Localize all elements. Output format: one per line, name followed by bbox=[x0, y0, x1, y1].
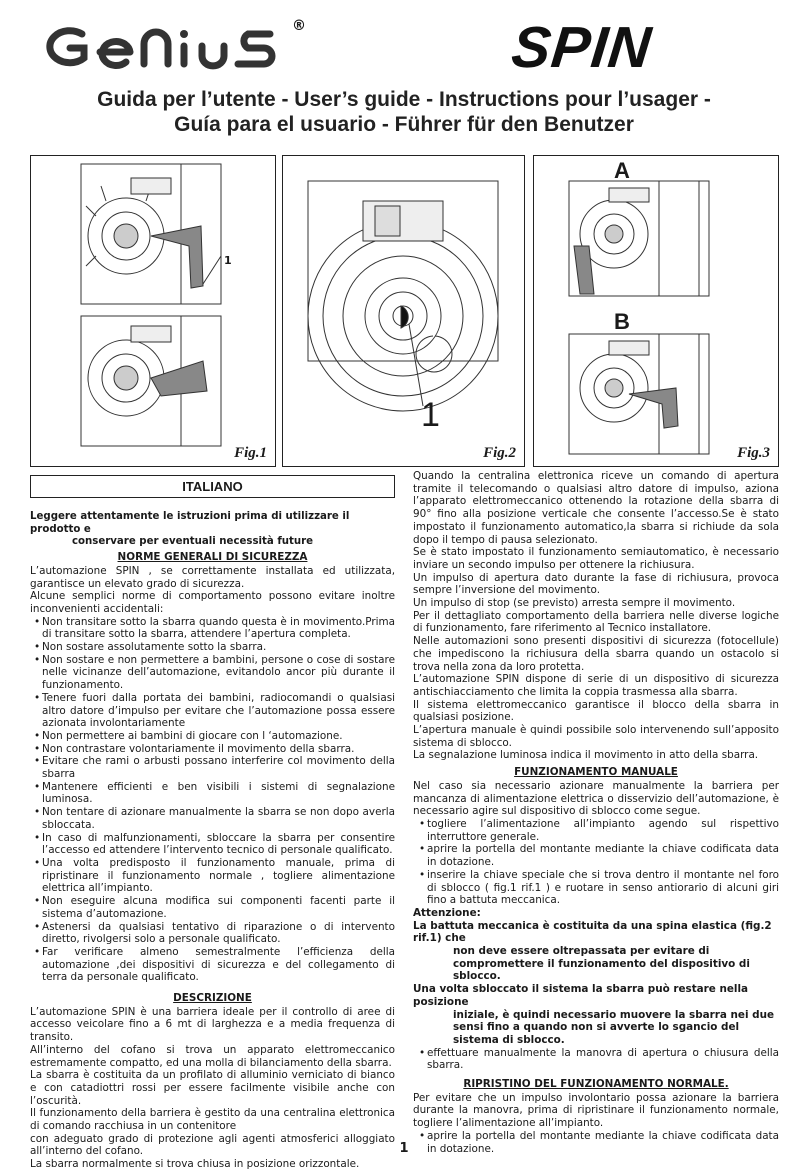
list-item: • Non sostare assolutamente sotto la sbarra. bbox=[30, 641, 395, 654]
model-name: SPIN bbox=[508, 15, 655, 80]
desc-paragraph: La sbarra normalmente si trova chiusa in posizione orizzontale. bbox=[30, 1158, 360, 1171]
operation-paragraph: L’automazione SPIN dispone di serie di un dispositivo di sicurezza antischiacciamento che limita la coppia trasmessa alla sbarra. bbox=[413, 673, 779, 698]
list-item: • inserire la chiave speciale che si trova dentro il montante nel foro di sblocco ( fig.1 rif.1 ) e ruotare in senso antiorario di alcuni giri fino a battuta meccanica. bbox=[413, 869, 779, 907]
restore-intro: Per evitare che un impulso involontario possa azionare la barriera durante la manovra, prima di ripristinare il funzionamento normale, togliere l’alimentazione all’impianto. bbox=[413, 1091, 779, 1130]
attention-line1: La battuta meccanica è costituita da una spina elastica (fig.2 rif.1) che bbox=[413, 919, 772, 945]
desc-paragraph: con adeguato grado di protezione agli agenti atmosferici alloggiato all’interno del cofano. bbox=[30, 1132, 395, 1158]
figure-1 bbox=[30, 155, 276, 467]
desc-paragraph: L’automazione SPIN è una barriera ideale per il controllo di aree di accesso veicolare fino a 6 mt di larghezza e a media frequenza di transito. bbox=[30, 1005, 395, 1044]
fig3-label-b: B bbox=[614, 309, 630, 334]
fig3-drawing bbox=[534, 156, 779, 467]
list-item: • effettuare manualmente la manovra di apertura o chiusura della sbarra. bbox=[413, 1047, 779, 1072]
doc-title-line1: Guida per l’utente - User’s guide - Instructions pour l’usager - bbox=[97, 88, 711, 111]
operation-paragraph: La segnalazione luminosa indica il movimento in atto della sbarra. bbox=[413, 749, 759, 762]
operation-paragraph: Un impulso di apertura dato durante la fase di richiusura, provoca sempre l’inversione del movimento. bbox=[413, 571, 779, 597]
operation-paragraph: Per il dettagliato comportamento della barriera nelle diverse logiche di funzionamento, fare riferimento al Tecnico installatore. bbox=[413, 609, 779, 635]
unlocked-line2: iniziale, è quindi necessario muovere la sbarra nei due sensi fino a quando non si avverte lo sgancio del sistema di sblocco. bbox=[453, 1008, 775, 1046]
figure-2 bbox=[282, 155, 525, 467]
fig3-label-a: A bbox=[614, 158, 630, 183]
desc-paragraph: Il funzionamento della barriera è gestito da una centralina elettronica di comando racchiusa in un contenitore bbox=[30, 1107, 395, 1133]
list-item: • Non tentare di azionare manualmente la sbarra se non dopo averla sbloccata. bbox=[30, 806, 395, 831]
right-column bbox=[413, 470, 779, 1155]
safety-list bbox=[30, 616, 395, 984]
fig3-caption: Fig.3 bbox=[737, 445, 770, 461]
figure-3 bbox=[533, 155, 779, 467]
list-item: • Non permettere ai bambini di giocare con l ‘automazione. bbox=[30, 730, 395, 743]
fig2-drawing bbox=[283, 156, 525, 467]
list-item: • Non sostare e non permettere a bambini, persone o cose di sostare nelle vicinanze dell’automazione, evitandolo ancor più durante il funzionamento. bbox=[30, 654, 395, 692]
page-number: 1 bbox=[399, 1141, 409, 1156]
fig1-callout: 1 bbox=[224, 254, 232, 267]
list-item: • Tenere fuori dalla portata dei bambini, radiocomandi o qualsiasi altro datore d’impulso per evitare che l’automazione possa essere azionata involontariamente bbox=[30, 692, 395, 730]
attention-label: Attenzione: bbox=[413, 906, 481, 919]
fig1-caption: Fig.1 bbox=[234, 445, 267, 461]
section-italiano: ITALIANO bbox=[30, 475, 395, 498]
safety-intro2: Alcune semplici norme di comportamento possono evitare inoltre inconvenienti accidentali: bbox=[30, 590, 395, 615]
list-item: • Non transitare sotto la sbarra quando questa è in movimento.Prima di transitare sotto la sbarra, attendere l’apertura completa. bbox=[30, 616, 395, 641]
list-item: • Mantenere efficienti e ben visibili i sistemi di segnalazione luminosa. bbox=[30, 781, 395, 806]
warning-line1: Leggere attentamente le istruzioni prima di utilizzare il prodotto e bbox=[30, 511, 350, 535]
description-heading: DESCRIZIONE bbox=[173, 992, 252, 1005]
operation-paragraph: Quando la centralina elettronica riceve un comando di apertura tramite il telecomando o qualsiasi altro datore di impulso, aziona l’apparato elettromeccanico ottenendo la rotazione della sbarra di 90° fino alla posizione verticale che consente l’accesso.Se è stato impostato il funzionamento automatico,la sbarra si richiude da sola dopo il tempo di pausa selezionato. bbox=[413, 470, 779, 546]
genius-logo bbox=[30, 20, 310, 70]
attention-line2: non deve essere oltrepassata per evitare di compromettere il funzionamento del dispositivo di sblocco. bbox=[453, 945, 750, 983]
warning-line2: conservare per eventuali necessità future bbox=[72, 536, 314, 548]
fig1-drawing bbox=[31, 156, 276, 467]
list-item: • Non eseguire alcuna modifica sui componenti facenti parte il sistema d’automazione. bbox=[30, 895, 395, 920]
registered-mark: ® bbox=[292, 18, 306, 34]
list-item: • togliere l’alimentazione all’impianto agendo sul rispettivo interruttore generale. bbox=[413, 818, 779, 843]
manual-heading: FUNZIONAMENTO MANUALE bbox=[514, 766, 678, 779]
unlocked-line1: Una volta sbloccato il sistema la sbarra può restare nella posizione bbox=[413, 983, 749, 1008]
fig2-callout: 1 bbox=[421, 396, 440, 434]
doc-title-line2: Guía para el usuario - Führer für den Benutzer bbox=[174, 113, 634, 136]
left-column bbox=[30, 470, 395, 1171]
desc-paragraph: All’interno del cofano si trova un apparato elettromeccanico estremamente compatto, ed una molla di bilanciamento della sbarra. bbox=[30, 1043, 395, 1069]
list-item: • aprire la portella del montante mediante la chiave codificata data in dotazione. bbox=[413, 843, 779, 868]
list-item: • Far verificare almeno semestralmente l’efficienza della automazione ,dei dispositivi di sicurezza e del collegamento di terra da personale qualificato. bbox=[30, 946, 395, 984]
list-item: • Evitare che rami o arbusti possano interferire col movimento della sbarra bbox=[30, 755, 395, 780]
operation-paragraph: Il sistema elettromeccanico garantisce il blocco della sbarra in qualsiasi posizione. bbox=[413, 698, 779, 724]
operation-paragraph: Nelle automazioni sono presenti dispositivi di sicurezza (fotocellule) che impediscono la richiusura della sbarra quando un ostacolo si trova nella zona da loro protetta. bbox=[413, 635, 779, 673]
manual-intro: Nel caso sia necessario azionare manualmente la barriera per mancanza di alimentazione elettrica o disservizio dell’automazione, è necessario agire sul dispositivo di sblocco come segue. bbox=[413, 779, 779, 818]
list-item: • Una volta predisposto il funzionamento manuale, prima di ripristinare il funzionamento normale , togliere alimentazione elettrica all’impianto. bbox=[30, 857, 395, 895]
restore-heading: RIPRISTINO DEL FUNZIONAMENTO NORMALE. bbox=[463, 1078, 729, 1091]
safety-heading: NORME GENERALI DI SICUREZZA bbox=[117, 551, 308, 564]
operation-paragraph: L’apertura manuale è quindi possibile solo intervenendo sull’apposito sistema di sblocco. bbox=[413, 724, 779, 749]
operation-paragraph: Un impulso di stop (se previsto) arresta sempre il movimento. bbox=[413, 597, 736, 610]
fig2-caption: Fig.2 bbox=[483, 445, 516, 461]
list-item: • Non contrastare volontariamente il movimento della sbarra. bbox=[30, 743, 395, 756]
list-item: • Astenersi da qualsiasi tentativo di riparazione o di intervento diretto, rivolgersi solo a personale qualificato. bbox=[30, 921, 395, 946]
safety-intro: L’automazione SPIN , se correttamente installata ed utilizzata, garantisce un elevato grado di sicurezza. bbox=[30, 564, 395, 590]
list-item: • aprire la portella del montante mediante la chiave codificata data in dotazione. bbox=[413, 1130, 779, 1155]
desc-paragraph: La sbarra è costituita da un profilato di alluminio verniciato di bianco e con catadiottri rossi per essere facilmente visibile anche con l’oscurità. bbox=[30, 1069, 395, 1107]
operation-paragraph: Se è stato impostato il funzionamento semiautomatico, è necessario inviare un secondo impulso per ottenere la richiusura. bbox=[413, 546, 779, 571]
list-item: • In caso di malfunzionamenti, sbloccare la sbarra per consentire l’accesso ed attendere l’intervento tecnico di personale qualificato. bbox=[30, 832, 395, 857]
